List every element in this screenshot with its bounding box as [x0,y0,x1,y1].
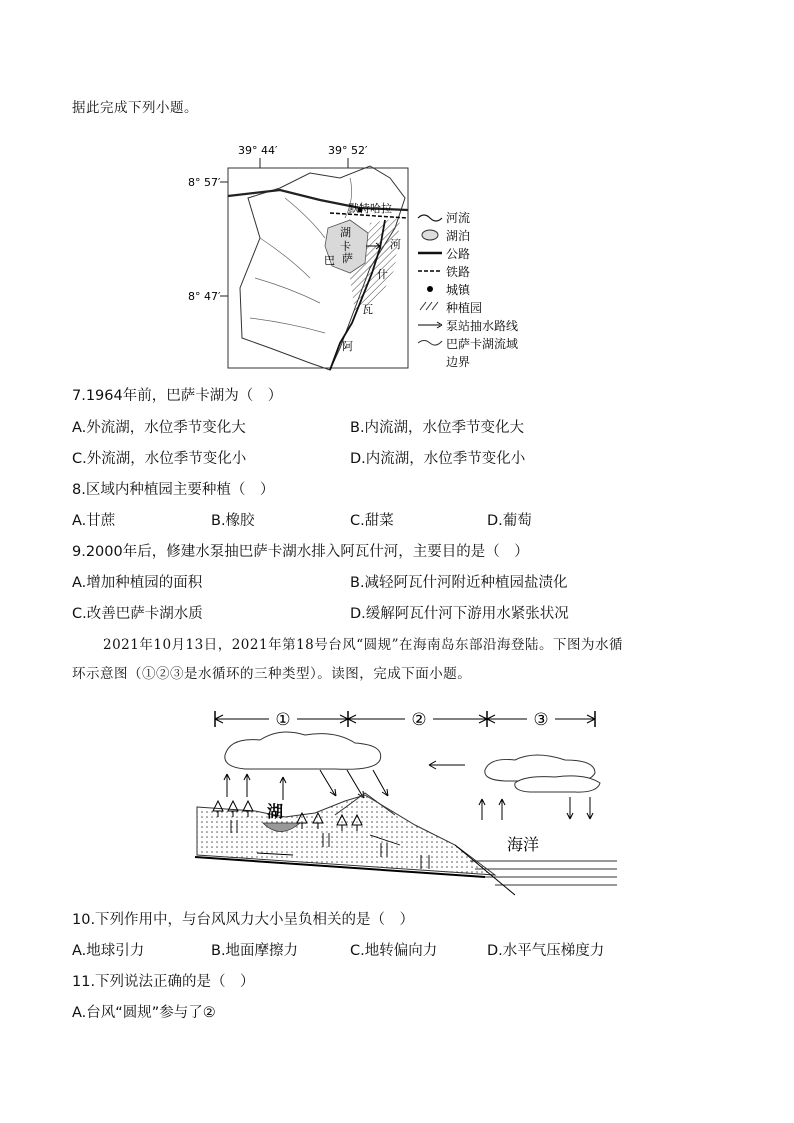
lake-label: 湖 [267,802,284,821]
basin-boundary-icon [418,341,442,346]
svg-text:铁路: 铁路 [446,265,471,279]
river-label: 阿 [342,340,353,353]
q7-option-b[interactable]: B.内流湖，水位季节变化大 [350,420,525,436]
lon-label: 39° 44′ [238,144,278,157]
basaka-lake-map [180,138,560,373]
ocean-label: 海洋 [507,835,540,854]
svg-text:种植园: 种植园 [446,301,483,315]
river-label: 瓦 [362,303,373,316]
q9-option-d[interactable]: D.缓解阿瓦什河下游用水紧张状况 [350,606,569,622]
passage-line-1: 2021年10月13日，2021年第18号台风“圆规”在海南岛东部沿海登陆。下图为水循 [103,637,624,653]
segment-label: ② [411,710,427,730]
svg-text:边界: 边界 [446,355,471,369]
land-cloud [225,732,381,769]
segment-label: ③ [533,710,549,730]
svg-text:泵站抽水路线: 泵站抽水路线 [446,319,519,333]
q8-option-d[interactable]: D.葡萄 [487,513,532,529]
intro-text: 据此完成下列小题。 [72,100,198,116]
svg-text:巴萨卡湖流域: 巴萨卡湖流域 [446,337,519,351]
svg-text:城镇: 城镇 [446,283,471,297]
q7-option-a[interactable]: A.外流湖，水位季节变化大 [72,420,246,436]
question-7-stem: 7.1964年前，巴萨卡湖为（ ） [72,388,283,404]
q7-option-c[interactable]: C.外流湖，水位季节变化小 [72,451,247,467]
q10-option-a[interactable]: A.地球引力 [72,943,145,959]
lake-label: 萨 [342,252,353,265]
question-11-stem: 11.下列说法正确的是（ ） [72,974,255,990]
lake-label: 巴 [324,254,335,267]
q10-option-d[interactable]: D.水平气压梯度力 [487,943,605,959]
question-9-stem: 9.2000年后，修建水泵抽巴萨卡湖水排入阿瓦什河，主要目的是（ ） [72,544,529,560]
svg-text:湖泊: 湖泊 [446,229,471,243]
svg-text:河流: 河流 [446,211,471,225]
q8-option-b[interactable]: B.橡胶 [211,513,255,529]
pump-arrow-icon [418,322,442,328]
plantation-icon [420,302,438,310]
town-icon [427,286,433,292]
q10-option-c[interactable]: C.地转偏向力 [350,943,438,959]
svg-text:公路: 公路 [446,247,471,261]
lat-label: 8° 57′ [188,176,221,189]
q8-option-a[interactable]: A.甘蔗 [72,513,116,529]
question-10-stem: 10.下列作用中，与台风风力大小呈负相关的是（ ） [72,912,415,928]
town-label: 默特哈拉 [348,202,392,215]
lake-label: 卡 [340,240,351,253]
lake-icon [422,230,438,240]
lat-label: 8° 47′ [188,290,221,303]
q9-option-a[interactable]: A.增加种植园的面积 [72,575,203,591]
q11-option-a[interactable]: A.台风“圆规”参与了② [72,1005,216,1021]
q7-option-d[interactable]: D.内流湖，水位季节变化小 [350,451,526,467]
map-legend [418,210,518,369]
lon-label: 39° 52′ [328,144,368,157]
passage-line-2: 环示意图（①②③是水循环的三种类型）。读图，完成下面小题。 [72,666,472,682]
segment-label: ① [275,710,291,730]
q9-option-b[interactable]: B.减轻阿瓦什河附近种植园盐渍化 [350,575,568,591]
q10-option-b[interactable]: B.地面摩擦力 [211,943,299,959]
river-icon [418,215,442,221]
lake-label: 湖 [340,226,351,239]
river-label: 河 [390,238,401,251]
question-8-stem: 8.区域内种植园主要种植（ ） [72,482,275,498]
q9-option-c[interactable]: C.改善巴萨卡湖水质 [72,606,203,622]
river-label: 什 [377,268,388,281]
water-cycle-diagram [185,705,625,900]
q8-option-c[interactable]: C.甜菜 [350,513,394,529]
